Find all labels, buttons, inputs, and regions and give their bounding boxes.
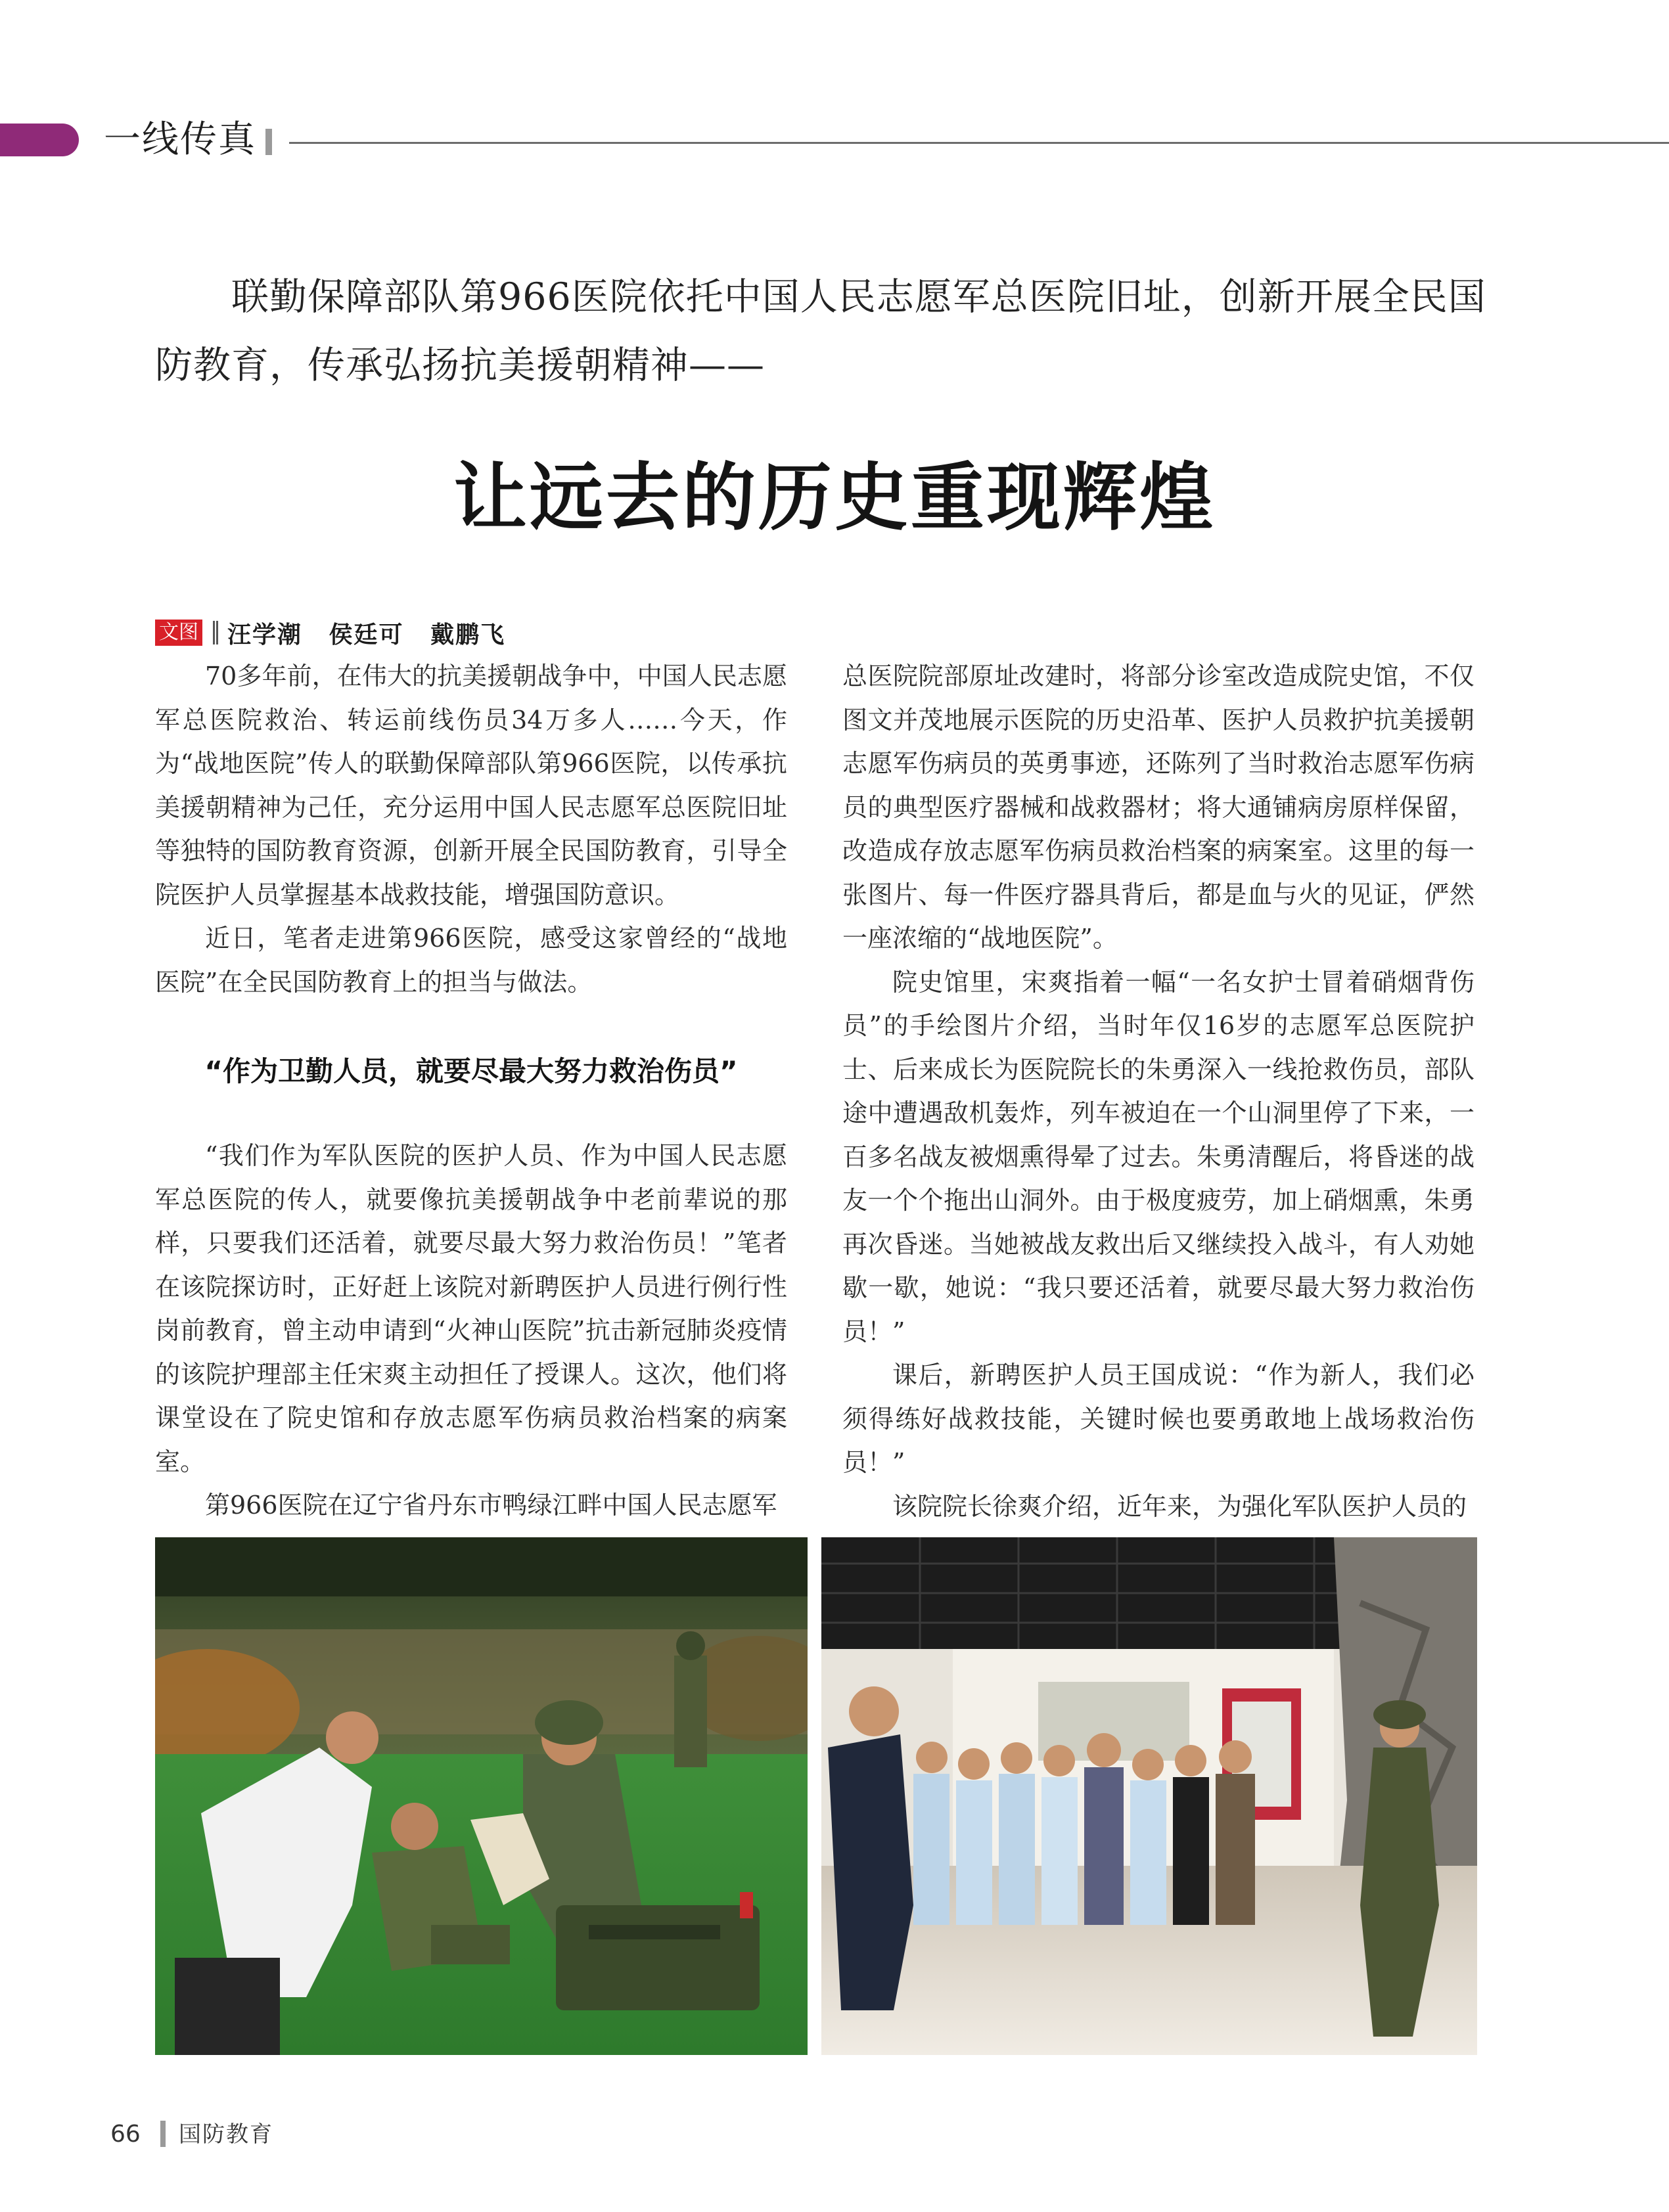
magazine-name: 国防教育 [179, 2121, 273, 2148]
header-rule [289, 142, 1669, 144]
section-title: 一线传真 [104, 118, 256, 161]
article-deck: 联勤保障部队第966医院依托中国人民志愿军总医院旧址，创新开展全民国防教育，传承弘扬抗美援朝精神—— [155, 275, 1486, 387]
photo-first-aid-training-image [155, 1537, 808, 2055]
paragraph: 70多年前，在伟大的抗美援朝战争中，中国人民志愿军总医院救治、转运前线伤员34万多人……今天，作为“战地医院”传人的联勤保障部队第966医院，以传承抗美援朝精神为己任，充分运用中国人民志愿军总医院旧址等独特的国防教育资源，创新开展全民国防教育，引导全院医护人员掌握基本战救技能，增强国防意识。 [155, 662, 787, 909]
article-title: 让远去的历史重现辉煌 [453, 455, 1216, 541]
section-divider-bar [265, 129, 272, 155]
section-tab-marker [0, 124, 79, 156]
byline-separator [213, 621, 218, 644]
photo-museum-visit-image [821, 1537, 1477, 2055]
footer-divider [160, 2121, 166, 2147]
paragraph: 近日，笔者走进第966医院，感受这家曾经的“战地医院”在全民国防教育上的担当与做法。 [155, 924, 787, 997]
photo-museum-visit [821, 1537, 1477, 2055]
photo-first-aid-training [155, 1537, 808, 2055]
paragraph: 课后，新聘医护人员王国成说：“作为新人，我们必须得练好战救技能，关键时候也要勇敢地上战场救治伤员！” [842, 1361, 1475, 1477]
article-column-right [842, 654, 1475, 1528]
paragraph: 总医院院部原址改建时，将部分诊室改造成院史馆，不仅图文并茂地展示医院的历史沿革、医护人员救护抗美援朝志愿军伤病员的英勇事迹，还陈列了当时救治志愿军伤病员的典型医疗器械和战救器材；将大通铺病房原样保留，改造成存放志愿军伤病员救治档案的病案室。这里的每一张图片、每一件医疗器具背后，都是血与火的见证，俨然一座浓缩的“战地医院”。 [842, 662, 1475, 953]
paragraph: 第966医院在辽宁省丹东市鸭绿江畔中国人民志愿军 [205, 1491, 777, 1520]
section-subhead: “作为卫勤人员，就要尽最大努力救治伤员” [204, 1055, 738, 1087]
paragraph: 院史馆里，宋爽指着一幅“一名女护士冒着硝烟背伤员”的手绘图片介绍，当时年仅16岁的志愿军总医院护士、后来成长为医院院长的朱勇深入一线抢救伤员，部队途中遭遇敌机轰炸，列车被迫在一个山洞里停了下来，一百多名战友被烟熏得晕了过去。朱勇清醒后，将昏迷的战友一个个拖出山洞外。由于极度疲劳，加上硝烟熏，朱勇再次昏迷。当她被战友救出后又继续投入战斗，有人劝她歇一歇，她说：“我只要还活着，就要尽最大努力救治伤员！” [842, 967, 1475, 1346]
byline-authors: 汪学潮 侯廷可 戴鹏飞 [227, 621, 506, 648]
byline-tag: 文图 [155, 620, 202, 646]
paragraph: 该院院长徐爽介绍，近年来，为强化军队医护人员的 [892, 1491, 1467, 1521]
page-number: 66 [110, 2121, 141, 2148]
byline [155, 616, 505, 649]
paragraph: “我们作为军队医院的医护人员、作为中国人民志愿军总医院的传人，就要像抗美援朝战争中老前辈说的那样，只要我们还活着，就要尽最大努力救治伤员！”笔者在该院探访时，正好赶上该院对新聘医护人员进行例行性岗前教育，曾主动申请到“火神山医院”抗击新冠肺炎疫情的该院护理部主任宋爽主动担任了授课人。这次，他们将课堂设在了院史馆和存放志愿军伤病员救治档案的病案室。 [155, 1141, 787, 1476]
article-column-left [155, 654, 787, 1527]
